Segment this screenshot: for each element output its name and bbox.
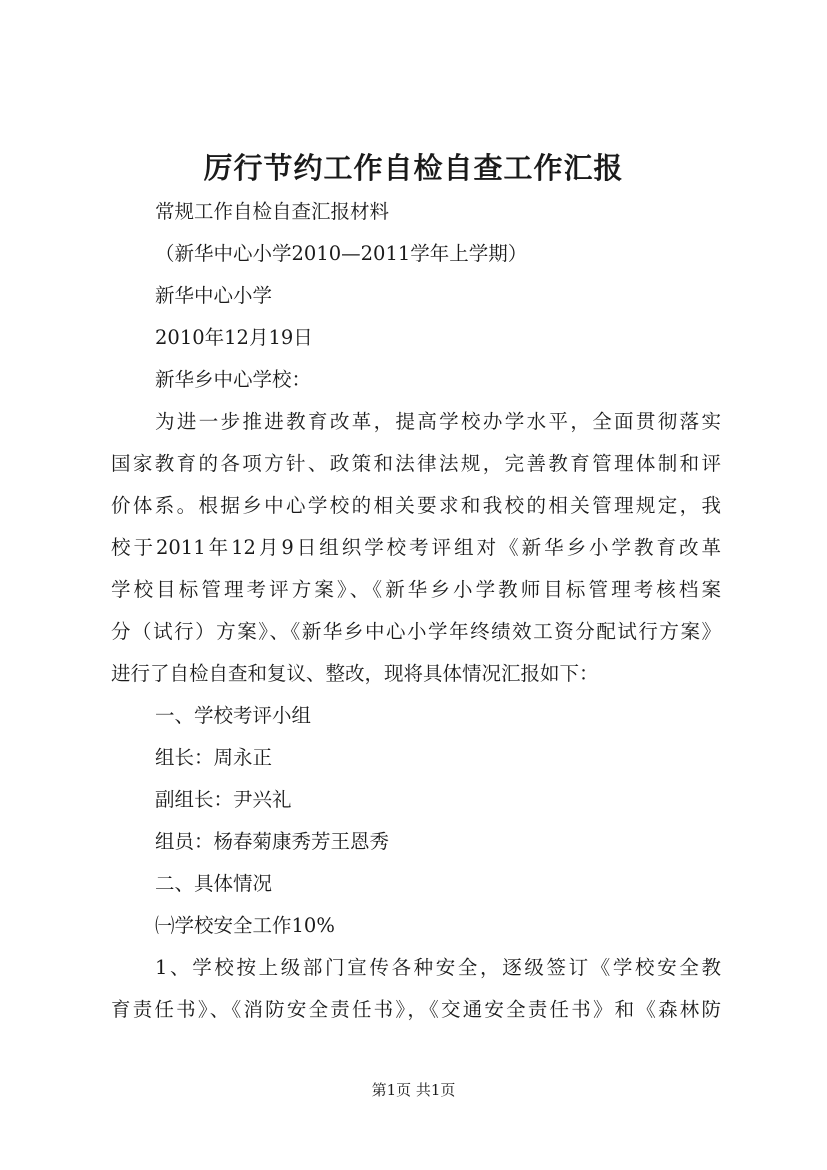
paragraph-line: 育责任书》、《消防安全责任书》，《交通安全责任书》和《森林防: [111, 998, 721, 1021]
paragraph-line: 校于2011年12月9日组织学校考评组对《新华乡小学教育改革: [111, 536, 721, 559]
paragraph-line: 为进一步推进教育改革，提高学校办学水平，全面贯彻落实: [155, 410, 721, 433]
school-year-line: （新华中心小学2010—2011学年上学期）: [155, 242, 528, 265]
paragraph-line: 进行了自检自查和复议、整改，现将具体情况汇报如下：: [111, 662, 599, 685]
deputy-leader-line: 副组长：尹兴礼: [155, 788, 292, 811]
subsection-heading: ㈠学校安全工作10%: [155, 914, 335, 937]
members-line: 组员：杨春菊康秀芳王恩秀: [155, 830, 390, 853]
leader-line: 组长：周永正: [155, 746, 273, 769]
document-title: 厉行节约工作自检自查工作汇报: [203, 151, 624, 185]
paragraph-line: 国家教育的各项方针、政策和法律法规，完善教育管理体制和评: [111, 452, 721, 475]
subtitle-line: 常规工作自检自查汇报材料: [155, 200, 390, 223]
section-heading: 二、具体情况: [155, 872, 273, 895]
paragraph-line: 1、学校按上级部门宣传各种安全，逐级签订《学校安全教: [155, 956, 721, 979]
paragraph-line: 学校目标管理考评方案》、《新华乡小学教师目标管理考核档案: [111, 578, 721, 601]
paragraph-line: 价体系。根据乡中心学校的相关要求和我校的相关管理规定，我: [111, 494, 721, 517]
page-footer: 第1页 共1页: [371, 1081, 456, 1099]
school-name-line: 新华中心小学: [155, 284, 273, 307]
section-heading: 一、学校考评小组: [155, 704, 312, 727]
date-line: 2010年12月19日: [155, 326, 313, 349]
paragraph-line: 分（试行）方案》、《新华乡中心小学年终绩效工资分配试行方案》: [111, 620, 721, 643]
salutation-line: 新华乡中心学校：: [155, 368, 312, 391]
